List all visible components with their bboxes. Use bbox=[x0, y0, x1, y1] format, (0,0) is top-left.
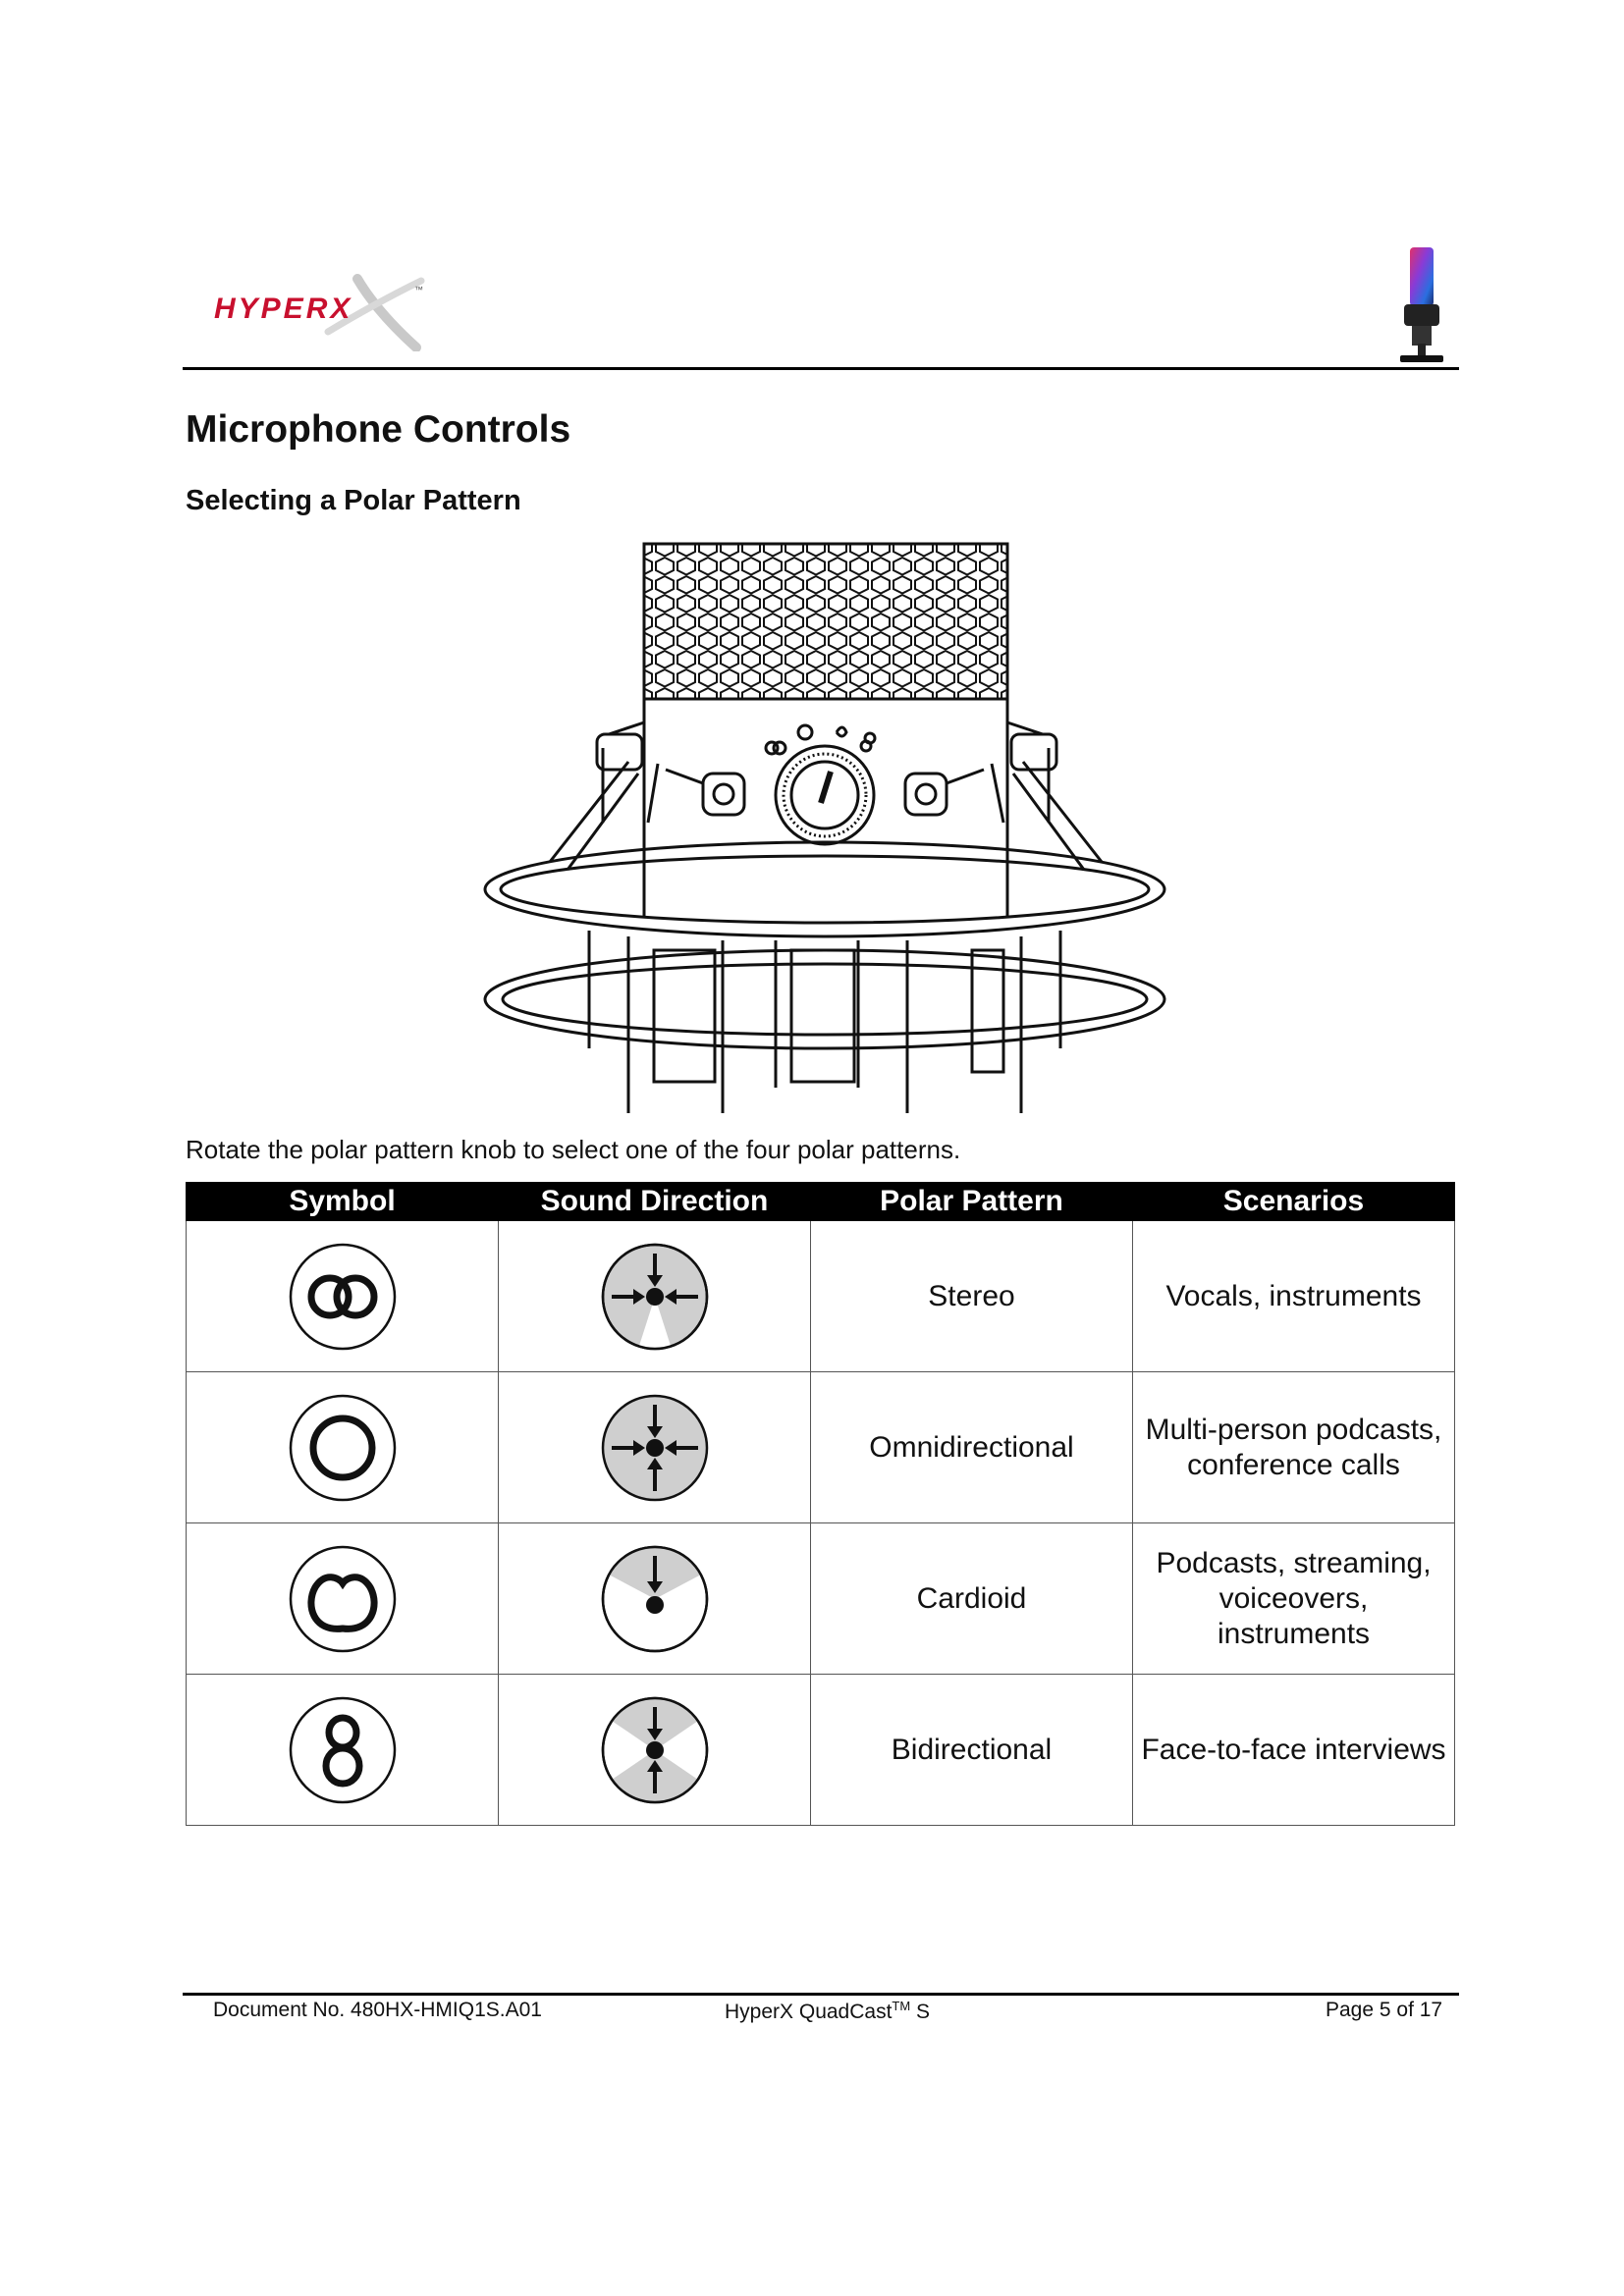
direction-cell bbox=[499, 1675, 811, 1826]
polar-pattern-cell: Stereo bbox=[811, 1221, 1133, 1372]
polar-pattern-cell: Cardioid bbox=[811, 1523, 1133, 1675]
symbol-cell bbox=[187, 1675, 499, 1826]
polar-pattern-cell: Bidirectional bbox=[811, 1675, 1133, 1826]
microphone-controls-diagram bbox=[481, 538, 1168, 1115]
omnidirectional-icon bbox=[288, 1393, 398, 1503]
table-header-row bbox=[187, 1183, 1455, 1221]
instruction-text: Rotate the polar pattern knob to select one of the four polar patterns. bbox=[186, 1135, 961, 1164]
direction-cell bbox=[499, 1221, 811, 1372]
scenarios-cell: Vocals, instruments bbox=[1133, 1221, 1455, 1372]
footer-product-base: HyperX QuadCast bbox=[725, 2001, 893, 2023]
header-symbol: Symbol bbox=[187, 1183, 499, 1221]
page-title: Microphone Controls bbox=[186, 408, 571, 451]
table-row bbox=[187, 1221, 1455, 1372]
direction-cell bbox=[499, 1523, 811, 1675]
logo-text: HYPERX bbox=[214, 293, 353, 325]
stereo-icon bbox=[288, 1242, 398, 1352]
quadcast-mic-icon bbox=[1392, 245, 1451, 365]
header-sound-direction: Sound Direction bbox=[499, 1183, 811, 1221]
footer-product-name bbox=[725, 1999, 930, 2024]
footer-product-suffix: S bbox=[910, 2001, 931, 2023]
footer-page-number: Page 5 of 17 bbox=[1326, 1999, 1443, 2021]
direction-cell bbox=[499, 1372, 811, 1523]
scenarios-cell: Multi-person podcasts, conference calls bbox=[1133, 1372, 1455, 1523]
footer-product-tm: TM bbox=[892, 1999, 911, 2013]
footer-document-number: Document No. 480HX-HMIQ1S.A01 bbox=[213, 1999, 542, 2021]
symbol-cell bbox=[187, 1372, 499, 1523]
table-row bbox=[187, 1372, 1455, 1523]
table-row bbox=[187, 1675, 1455, 1826]
table-row bbox=[187, 1523, 1455, 1675]
bidirectional-direction-icon bbox=[600, 1695, 710, 1805]
section-title: Selecting a Polar Pattern bbox=[186, 485, 521, 516]
stereo-direction-icon bbox=[600, 1242, 710, 1352]
bidirectional-icon bbox=[288, 1695, 398, 1805]
omnidirectional-direction-icon bbox=[600, 1393, 710, 1503]
header-rule bbox=[183, 367, 1459, 370]
cardioid-direction-icon bbox=[600, 1544, 710, 1654]
symbol-cell bbox=[187, 1523, 499, 1675]
symbol-cell bbox=[187, 1221, 499, 1372]
scenarios-cell: Face-to-face interviews bbox=[1133, 1675, 1455, 1826]
polar-pattern-table bbox=[186, 1182, 1455, 1826]
cardioid-icon bbox=[288, 1544, 398, 1654]
polar-pattern-cell: Omnidirectional bbox=[811, 1372, 1133, 1523]
header-polar-pattern: Polar Pattern bbox=[811, 1183, 1133, 1221]
header-scenarios: Scenarios bbox=[1133, 1183, 1455, 1221]
logo-trademark: ™ bbox=[414, 285, 423, 294]
hyperx-logo bbox=[210, 273, 436, 351]
footer-rule bbox=[183, 1993, 1459, 1996]
scenarios-cell: Podcasts, streaming, voiceovers, instruments bbox=[1133, 1523, 1455, 1675]
